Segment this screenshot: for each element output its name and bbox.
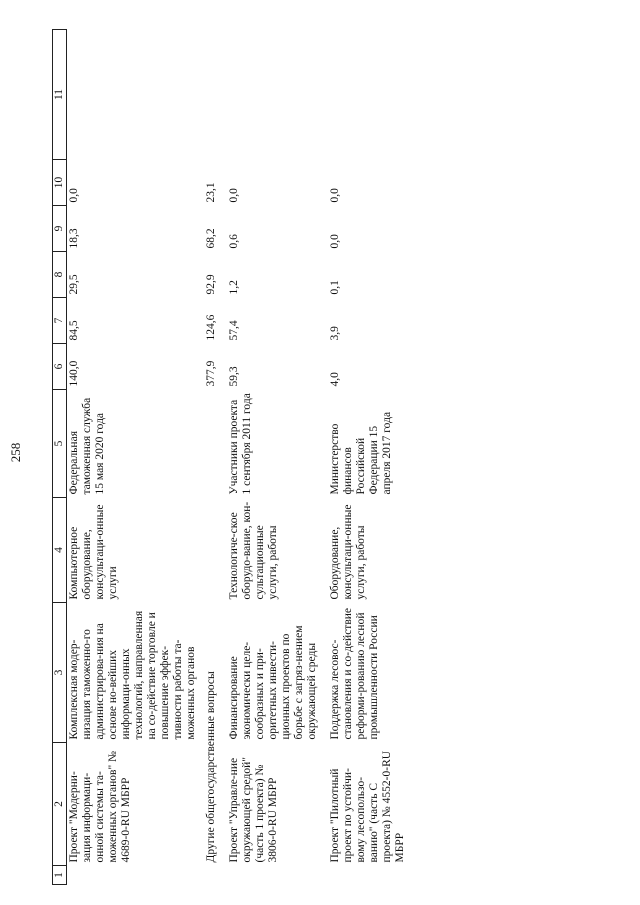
project-purchases: Технологиче-ское оборудо-вание, кон-сультационные услуги, работы [228,501,279,600]
value-cell: 140,0 [68,360,80,387]
section-title: Другие общегосударственные вопросы [205,671,217,863]
value-cell: 57,4 [228,320,240,341]
project-executor: Министерство финансов Российской Федерации 15 апреля 2017 года [329,411,393,495]
header-cell: 8 [53,252,67,298]
header-cell: 1 [53,866,67,885]
header-cell: 6 [53,344,67,390]
project-executor: Участники проекта 1 сентября 2011 года [228,393,253,495]
value-cell: 84,5 [68,320,80,341]
project-name: Проект "Модерни-зация информаци-онной системы та-моженных органов" № 4689-0-RU МБРР [68,751,132,863]
value-cell: 18,3 [68,228,80,249]
value-cell: 1,2 [228,280,240,295]
value-cell: 0,6 [228,234,240,249]
value-cell: 0,1 [329,280,341,295]
project-goal: Комплексная модер-низация таможенно-го администрирова-ния на основе но-вейших информаци-онных технологий, направленная на со-действие торговле и повышение эффек-тивности работы та-моженных органов [68,610,197,740]
header-cell: 11 [53,30,67,160]
value-cell: 59,3 [228,366,240,387]
value-cell: 29,5 [68,274,80,295]
section-total: 68,2 [205,228,217,249]
value-cell: 3,9 [329,326,341,341]
project-name: Проект "Управле-ние окружающей средой" (часть 1 проекта) № 3806-0-RU МБРР [228,757,279,863]
project-goal: Финансирование экономически целе-сообразных и при-оритетных инвести-ционных проектов по борьбе с загряз-нением окружающей среды [228,625,318,740]
value-cell: 0,0 [329,188,341,203]
header-cell: 2 [53,743,67,866]
header-cell: 5 [53,390,67,498]
header-cell: 9 [53,206,67,252]
page-number: 258 [8,442,23,463]
section-total: 124,6 [205,314,217,341]
header-cell: 10 [53,160,67,206]
project-table [52,29,408,885]
header-cell: 3 [53,603,67,743]
project-purchases: Компьютерное оборудование, консультаци-онные услуги [68,504,119,600]
value-cell: 0,0 [228,188,240,203]
table-row [67,30,200,885]
header-cell: 4 [53,498,67,603]
table-row [227,30,320,885]
section-total: 23,1 [205,182,217,203]
project-executor: Федеральная таможенная служба 15 мая 2020 года [68,397,106,495]
value-cell: 4,0 [329,372,341,387]
section-total: 377,9 [205,360,217,387]
value-cell: 0,0 [329,234,341,249]
project-name: Проект "Пилотный проект по устойчи-вому лесопользо-ванию" (часть С проекта) № 4552-0-RU МБРР [329,750,406,863]
section-total: 92,9 [205,274,217,295]
table-row [328,30,408,885]
header-row [53,30,67,885]
project-purchases: Оборудование, консультаци-онные услуги, работы [329,504,367,600]
header-cell: 7 [53,298,67,344]
project-goal: Поддержка лесовос-становления и со-действие реформи-рованию лесной промышленности России [329,607,380,740]
value-cell: 0,0 [68,188,80,203]
section-row [199,30,219,885]
